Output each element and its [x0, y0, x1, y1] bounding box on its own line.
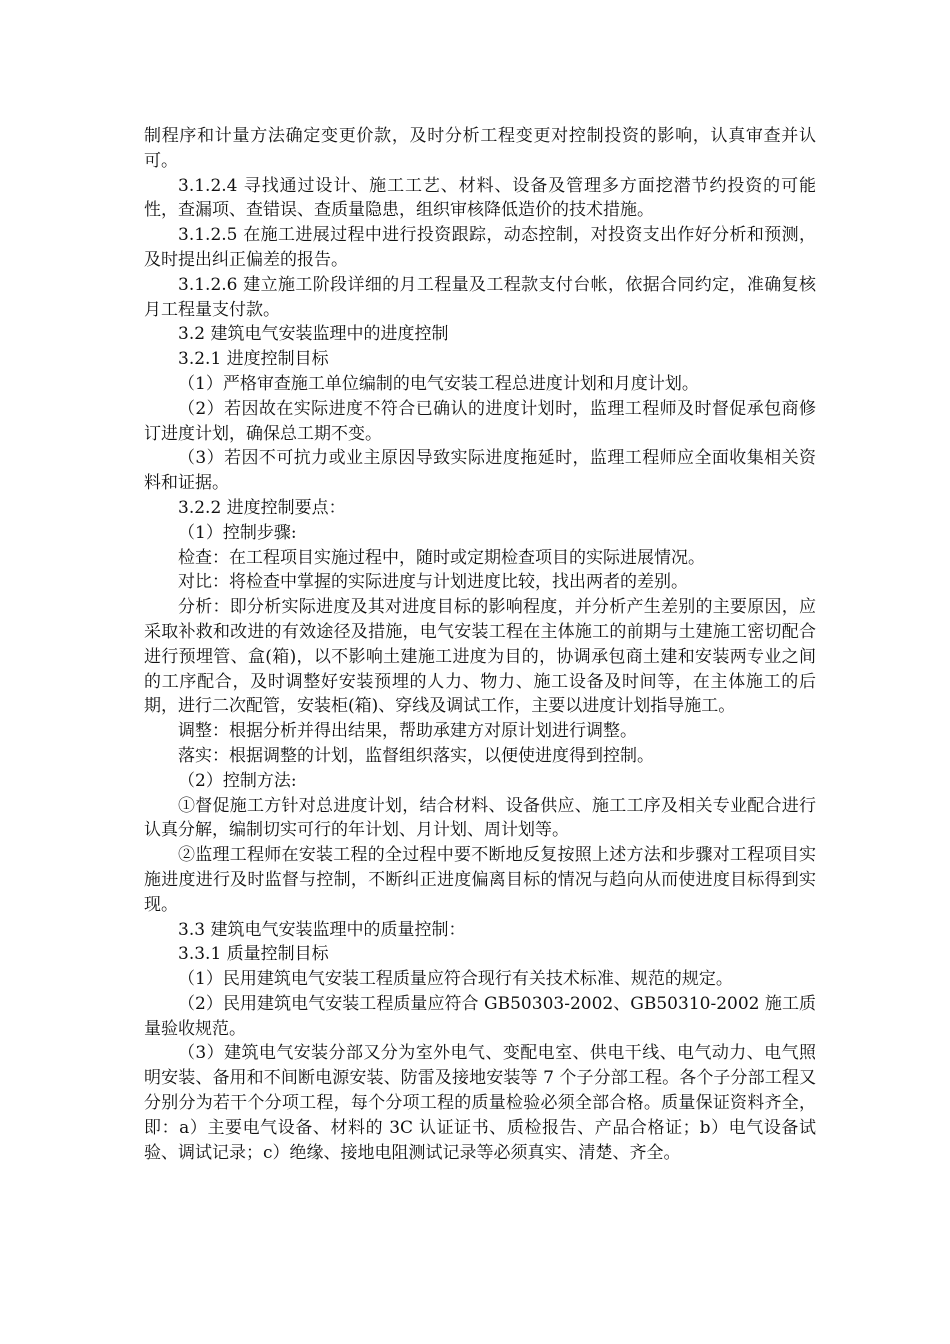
subsection-heading-3-2-2: 3.2.2 进度控制要点：	[178, 497, 346, 518]
document-page	[144, 124, 816, 1165]
quality-item-1: （1）民用建筑电气安装工程质量应符合现行有关技术标准、规范的规定。	[178, 969, 733, 990]
list-item-1: （1）严格审查施工单位编制的电气安装工程总进度计划和月度计划。	[178, 373, 699, 394]
list-item-control-methods: （2）控制方法:	[178, 770, 297, 791]
list-item-control-steps: （1）控制步骤:	[178, 522, 297, 543]
list-item-2: （2）若因故在实际进度不符合已确认的进度计划时，监理工程师及时督促承包商修订进度计划，确保总工期不变。	[144, 398, 816, 444]
section-heading-3-2: 3.2 建筑电气安装监理中的进度控制	[178, 324, 449, 345]
subsection-heading-3-3-1: 3.3.1 质量控制目标	[178, 944, 329, 965]
subsection-heading-3-2-1: 3.2.1 进度控制目标	[178, 349, 329, 370]
paragraph-adjust: 调整：根据分析并得出结果，帮助承建方对原计划进行调整。	[178, 721, 637, 742]
paragraph-implement: 落实：根据调整的计划，监督组织落实，以便使进度得到控制。	[178, 745, 654, 766]
paragraph-compare: 对比：将检查中掌握的实际进度与计划进度比较，找出两者的差别。	[178, 572, 688, 593]
paragraph-analysis: 分析：即分析实际进度及其对进度目标的影响程度，并分析产生差别的主要原因，应采取补救和改进的有效途径及措施，电气安装工程在主体施工的前期与土建施工密切配合进行预埋管、盒(箱)，以不影响土建施工进度为目的，协调承包商土建和安装两专业之间的工序配合，及时调整好安装预埋的人力、物力、施工设备及时间等，在主体施工的后期，进行二次配管，安装柜(箱)、穿线及调试工作，主要以进度计划指导施工。	[144, 597, 816, 717]
paragraph-continuation: 制程序和计量方法确定变更价款，及时分析工程变更对控制投资的影响，认真审查并认可。	[144, 126, 816, 171]
quality-item-2: （2）民用建筑电气安装工程质量应符合 GB50303-2002、GB50310-2002 施工质量验收规范。	[144, 993, 816, 1039]
paragraph-method-2: ②监理工程师在安装工程的全过程中要不断地反复按照上述方法和步骤对工程项目实施进度进行及时监督与控制，不断纠正进度偏离目标的情况与趋向从而使进度目标得到实现。	[144, 845, 816, 915]
quality-item-3: （3）建筑电气安装分部又分为室外电气、变配电室、供电干线、电气动力、电气照明安装、备用和不间断电源安装、防雷及接地安装等 7 个子分部工程。各个子分部工程又分别分为若干个分项工程，每个分项工程的质量检验必须全部合格。质量保证资料齐全，即：a）主要电气设备、材料的 3C 认证证书、质检报告、产品合格证；b）电气设备试验、调试记录；c）绝缘、接地电阻测试记录等必须真实、清楚、齐全。	[144, 1043, 816, 1163]
paragraph-check: 检查：在工程项目实施过程中，随时或定期检查项目的实际进展情况。	[178, 547, 705, 568]
paragraph-method-1: ①督促施工方针对总进度计划，结合材料、设备供应、施工工序及相关专业配合进行认真分解，编制切实可行的年计划、月计划、周计划等。	[144, 795, 816, 841]
section-heading-3-3: 3.3 建筑电气安装监理中的质量控制：	[178, 919, 466, 940]
list-item-3: （3）若因不可抗力或业主原因导致实际进度拖延时，监理工程师应全面收集相关资料和证据。	[144, 448, 816, 494]
paragraph-3-1-2-6: 3.1.2.6 建立施工阶段详细的月工程量及工程款支付台帐，依据合同约定，准确复核月工程量支付款。	[144, 274, 816, 320]
paragraph-3-1-2-4: 3.1.2.4 寻找通过设计、施工工艺、材料、设备及管理多方面挖潜节约投资的可能性，查漏项、查错误、查质量隐患，组织审核降低造价的技术措施。	[144, 175, 816, 221]
paragraph-3-1-2-5: 3.1.2.5 在施工进展过程中进行投资跟踪，动态控制，对投资支出作好分析和预测，及时提出纠正偏差的报告。	[144, 225, 816, 270]
